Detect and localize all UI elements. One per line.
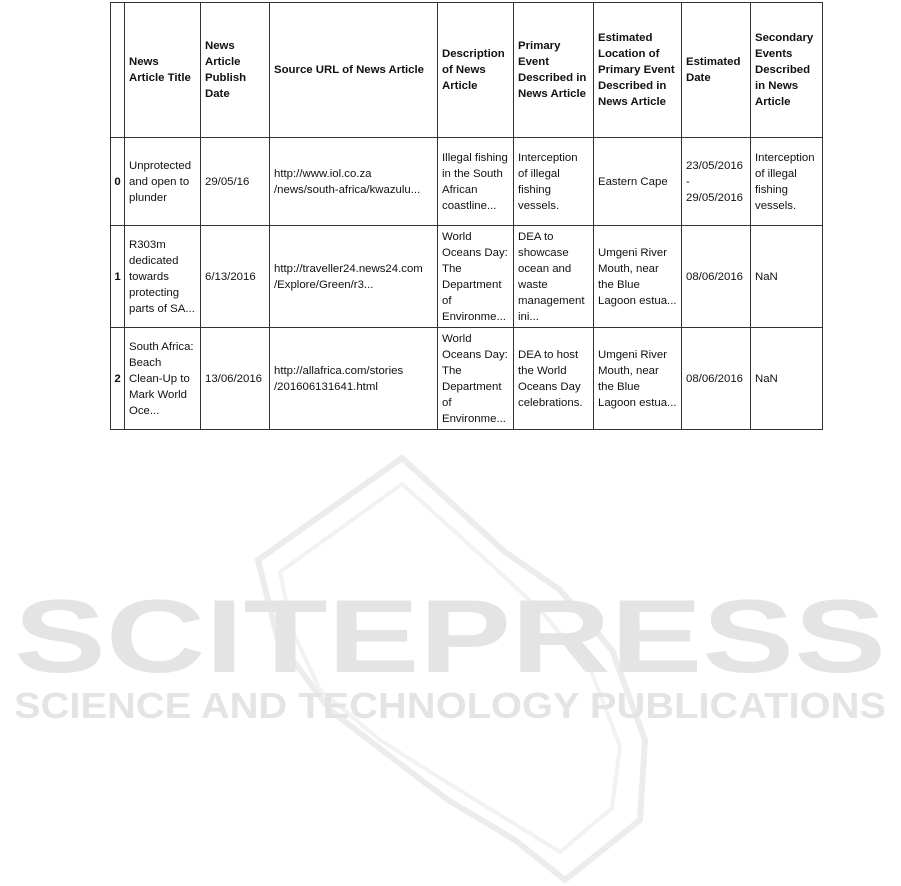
header-publish-date: News Article Publish Date	[201, 3, 270, 138]
cell-source-url: http://www.iol.co.za /news/south-africa/kwazulu...	[270, 138, 438, 226]
table-row	[111, 328, 823, 430]
cell-primary-event: DEA to showcase ocean and waste management ini...	[514, 226, 594, 328]
cell-title: Unprotected and open to plunder	[125, 138, 201, 226]
table-header-row	[111, 3, 823, 138]
cell-secondary-events: NaN	[751, 226, 823, 328]
watermark-title: SCITEPRESS	[14, 579, 886, 695]
cell-publish-date: 6/13/2016	[201, 226, 270, 328]
header-estimated-date: Estimated Date	[682, 3, 751, 138]
cell-secondary-events: NaN	[751, 328, 823, 430]
scitepress-watermark	[0, 440, 901, 886]
cell-source-url: http://traveller24.news24.com /Explore/Green/r3...	[270, 226, 438, 328]
row-index: 1	[111, 226, 125, 328]
cell-estimated-date: 23/05/2016 - 29/05/2016	[682, 138, 751, 226]
cell-estimated-date: 08/06/2016	[682, 328, 751, 430]
header-location: Estimated Location of Primary Event Described in News Article	[594, 3, 682, 138]
table-row	[111, 138, 823, 226]
header-secondary-events: Secondary Events Described in News Article	[751, 3, 823, 138]
header-description: Description of News Article	[438, 3, 514, 138]
cell-primary-event: Interception of illegal fishing vessels.	[514, 138, 594, 226]
news-events-table-container	[110, 2, 822, 430]
cell-source-url: http://allafrica.com/stories /201606131641.html	[270, 328, 438, 430]
cell-publish-date: 13/06/2016	[201, 328, 270, 430]
header-title: News Article Title	[125, 3, 201, 138]
table-row	[111, 226, 823, 328]
cell-estimated-date: 08/06/2016	[682, 226, 751, 328]
cell-secondary-events: Interception of illegal fishing vessels.	[751, 138, 823, 226]
cell-location: Umgeni River Mouth, near the Blue Lagoon estua...	[594, 328, 682, 430]
cell-description: World Oceans Day: The Department of Environme...	[438, 328, 514, 430]
row-index: 0	[111, 138, 125, 226]
cell-description: World Oceans Day: The Department of Environme...	[438, 226, 514, 328]
header-primary-event: Primary Event Described in News Article	[514, 3, 594, 138]
cell-primary-event: DEA to host the World Oceans Day celebrations.	[514, 328, 594, 430]
cell-location: Eastern Cape	[594, 138, 682, 226]
cell-title: South Africa: Beach Clean-Up to Mark World Oce...	[125, 328, 201, 430]
cell-publish-date: 29/05/16	[201, 138, 270, 226]
cell-description: Illegal fishing in the South African coastline...	[438, 138, 514, 226]
cell-location: Umgeni River Mouth, near the Blue Lagoon estua...	[594, 226, 682, 328]
row-index: 2	[111, 328, 125, 430]
news-events-table	[110, 2, 823, 430]
header-index	[111, 3, 125, 138]
header-source-url: Source URL of News Article	[270, 3, 438, 138]
cell-title: R303m dedicated towards protecting parts of SA...	[125, 226, 201, 328]
watermark-subtitle: SCIENCE AND TECHNOLOGY PUBLICATIONS	[14, 685, 886, 726]
